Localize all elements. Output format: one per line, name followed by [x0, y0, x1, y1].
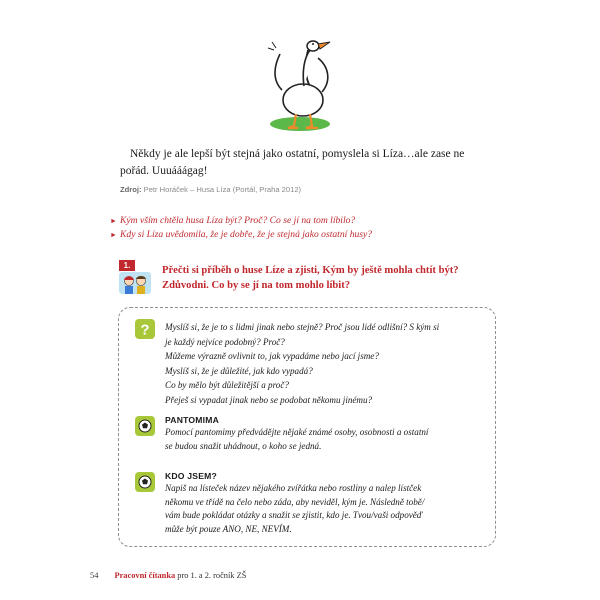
task-badge	[119, 260, 151, 294]
svg-text:?: ?	[140, 321, 150, 339]
source-text: Petr Horáček – Husa Líza (Portál, Praha 2012)	[143, 185, 302, 194]
game-line: Napiš na lísteček název nějakého zvířátka nebo rostliny a nalep lístček	[165, 483, 422, 493]
source-label: Zdroj:	[120, 185, 142, 194]
book-edition: pro 1. a 2. ročník ZŠ	[177, 571, 247, 580]
question-item	[110, 214, 500, 228]
game-description	[165, 426, 487, 453]
children-icon	[119, 272, 151, 294]
task-text: Přečti si příběh o huse Líze a zjisti, Kým by ještě mohla chtít být? Zdůvodni. Co by se jí na tom mohlo líbit?	[162, 265, 459, 291]
game-kdo-jsem	[165, 470, 487, 536]
ball-icon	[135, 472, 155, 492]
game-line: se budou snažit uhádnout, o koho se jedná.	[165, 440, 322, 451]
question-text: Kým vším chtěla husa Líza být? Proč? Co se jí na tom líbilo?	[120, 215, 356, 226]
triangle-bullet-icon: ►	[110, 217, 117, 225]
discussion-line: Myslíš si, že je to s lidmi jinak nebo stejně? Proč jsou lidé odlišní? S kým si	[165, 322, 440, 332]
game-line: někomu ve třídě na čelo nebo záda, aby neviděl, kým je. Následně tobě/	[165, 496, 425, 507]
game-pantomima	[165, 414, 487, 453]
game-title: KDO JSEM?	[165, 471, 217, 481]
question-mark-icon	[135, 319, 155, 339]
task-number: 1.	[119, 260, 135, 271]
ball-icon	[135, 416, 155, 436]
triangle-bullet-icon: ►	[110, 231, 117, 239]
game-description	[165, 482, 487, 536]
game-title: PANTOMIMA	[165, 415, 219, 425]
page-number: 54	[90, 571, 99, 580]
discussion-line: Můžeme výrazně ovlivnit to, jak vypadáme nebo jací jsme?	[165, 351, 379, 362]
question-item	[110, 228, 500, 242]
goose-illustration	[258, 36, 344, 136]
game-line: Pomocí pantomimy předvádějte nějaké známé osoby, osobnosti a ostatní	[165, 427, 429, 437]
activity-box	[118, 307, 496, 547]
game-line: vám bude pokládat otázky a snažit se zjistit, kdo je. Tvou/vaši odpověď	[165, 510, 423, 521]
discussion-line: je každý nejvíce podobný? Proč?	[165, 336, 285, 347]
discussion-line: Přeješ si vypadat jinak nebo se podobat někomu jinému?	[165, 394, 373, 405]
question-text: Kdy si Líza uvědomila, že je dobře, že je stejná jako ostatní husy?	[120, 229, 373, 240]
question-list	[110, 214, 500, 242]
source-citation	[120, 185, 492, 194]
intro-paragraph: Někdy je ale lepší být stejná jako ostatní, pomyslela si Líza…ale zase ne pořád. Uuuááágag!	[120, 148, 465, 177]
discussion-line: Co by mělo být důležitější a proč?	[165, 380, 289, 391]
book-title: Pracovní čítanka	[114, 571, 176, 580]
task-block	[119, 260, 497, 300]
discussion-line: Myslíš si, že je důležité, jak kdo vypadá?	[165, 365, 313, 376]
discussion-questions	[165, 320, 487, 408]
game-line: může být pouze ANO, NE, NEVÍM.	[165, 523, 292, 534]
page-footer	[90, 571, 490, 580]
